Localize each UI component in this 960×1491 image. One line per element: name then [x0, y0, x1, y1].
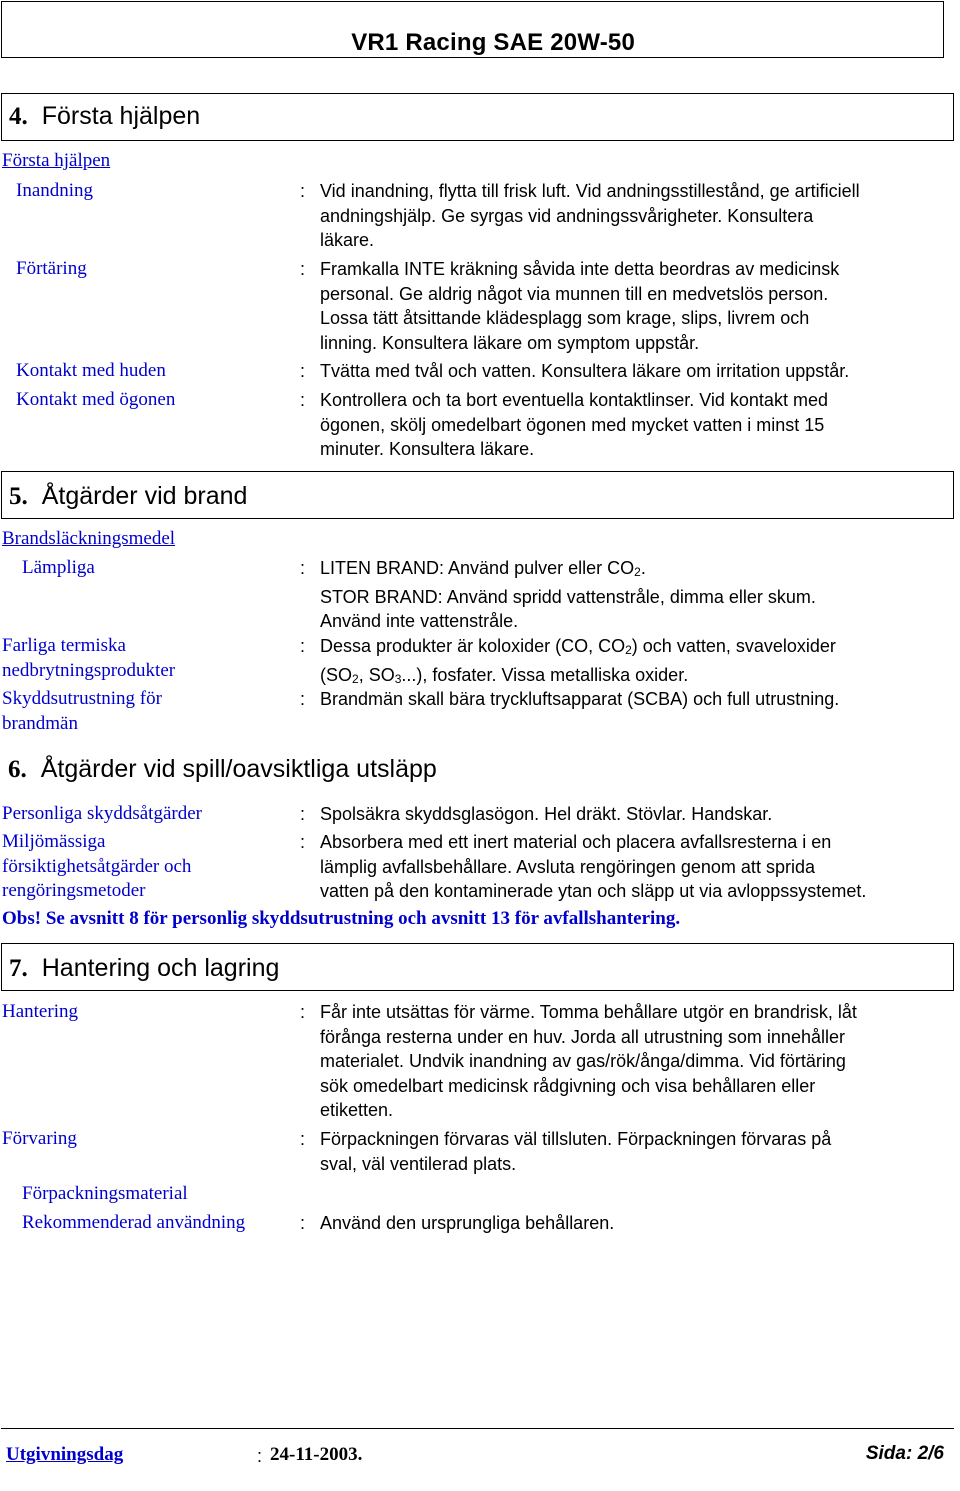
- text-line: linning. Konsultera läkare om symptom uppstår.: [320, 332, 700, 353]
- label-line: rengöringsmetoder: [2, 880, 146, 901]
- colon: :: [257, 1446, 263, 1466]
- note-obs: Obs! Se avsnitt 8 för personlig skyddsutrustning och avsnitt 13 för avfallshantering.: [2, 908, 681, 929]
- label-environmental-precautions: [2, 830, 191, 904]
- colon: :: [300, 804, 306, 824]
- section-title: Åtgärder vid brand: [41, 482, 248, 510]
- colon: :: [300, 636, 306, 656]
- subheading-extinguishing-media: Brandsläckningsmedel: [2, 528, 176, 549]
- section-number: 7.: [9, 955, 28, 982]
- text-line: ögonen, skölj omedelbart ögonen med mycket vatten i minst 15: [320, 414, 825, 435]
- label-storage: Förvaring: [2, 1128, 77, 1149]
- text-line: materialet. Undvik inandning av gas/rök/ånga/dimma. Vid förtäring: [320, 1051, 846, 1071]
- text-line: [320, 634, 955, 663]
- text-line: Använd inte vattenstråle.: [320, 611, 519, 631]
- value-skin-contact: [320, 359, 955, 384]
- text-line: förånga resterna under en huv. Jorda all utrustning som innehåller: [320, 1026, 845, 1047]
- text-line: Vid inandning, flytta till frisk luft. Vid andningsstillestånd, ge artificiell: [320, 181, 860, 201]
- label-line: Miljömässiga: [2, 831, 106, 852]
- section-number: 4.: [9, 103, 28, 130]
- text-line: personal. Ge aldrig något via munnen till en medvetslös person.: [320, 283, 829, 304]
- text-line: [320, 556, 955, 585]
- text-span: , SO: [358, 664, 395, 685]
- text-line: sval, väl ventilerad plats.: [320, 1153, 517, 1174]
- colon: :: [300, 1213, 306, 1233]
- text-span: Dessa produkter är koloxider (CO, CO: [320, 636, 626, 656]
- label-skin-contact: Kontakt med huden: [16, 360, 166, 381]
- colon: :: [300, 1002, 306, 1022]
- colon: :: [300, 181, 306, 201]
- text-line: sök omedelbart medicinsk rådgivning och visa behållaren eller: [320, 1075, 816, 1096]
- text-line: Får inte utsättas för värme. Tomma behållare utgör en brandrisk, låt: [320, 1002, 857, 1022]
- label-line: Skyddsutrustning för: [2, 688, 162, 709]
- label-line: brandmän: [2, 712, 78, 734]
- value-suitable: [320, 556, 955, 634]
- text-span: LITEN BRAND: Använd pulver eller CO: [320, 558, 635, 578]
- colon: :: [300, 1129, 306, 1149]
- text-line: minuter. Konsultera läkare.: [320, 439, 535, 459]
- colon: :: [300, 689, 306, 709]
- section-title: Hantering och lagring: [41, 954, 280, 982]
- footer-date-label: Utgivningsdag: [6, 1444, 124, 1465]
- label-inhalation: Inandning: [16, 180, 94, 201]
- value-recommended-use: Använd den ursprungliga behållaren.: [320, 1213, 615, 1233]
- text-line: Absorbera med ett inert material och placera avfallsresterna i en: [320, 832, 832, 852]
- text-line: vatten på den kontaminerade ytan och släpp ut via avloppssystemet.: [320, 881, 867, 901]
- footer-date: 24-11-2003.: [270, 1444, 363, 1465]
- label-line: Farliga termiska: [2, 635, 126, 656]
- section-number: 6.: [8, 756, 27, 783]
- colon: :: [300, 361, 306, 381]
- subheading-first-aid: Första hjälpen: [2, 150, 111, 171]
- section-4-header: [1, 93, 954, 141]
- colon: :: [300, 390, 306, 410]
- subscript: 3: [394, 671, 402, 686]
- colon: :: [300, 259, 306, 279]
- section-5-header: [1, 471, 954, 519]
- label-firefighter-equipment: [2, 687, 162, 736]
- document-header-box: [1, 1, 944, 58]
- label-recommended-use: Rekommenderad användning: [22, 1212, 246, 1233]
- label-suitable: Lämpliga: [22, 557, 95, 578]
- text-line: etiketten.: [320, 1100, 394, 1120]
- label-eye-contact: Kontakt med ögonen: [16, 389, 176, 410]
- subscript: 2: [634, 565, 641, 579]
- text-line: Framkalla INTE kräkning såvida inte detta beordras av medicinsk: [320, 259, 840, 279]
- colon: :: [300, 832, 306, 852]
- value-storage: [320, 1127, 955, 1176]
- label-handling: Hantering: [2, 1001, 78, 1022]
- text-line: läkare.: [320, 230, 375, 250]
- value-handling: [320, 1000, 955, 1123]
- text-line: Kontrollera och ta bort eventuella kontaktlinser. Vid kontakt med: [320, 390, 828, 410]
- section-7-header: [1, 943, 954, 991]
- value-ingestion: [320, 257, 955, 355]
- label-line: försiktighetsåtgärder och: [2, 855, 192, 877]
- label-personal-precautions: Personliga skyddsåtgärder: [2, 803, 202, 824]
- text-line: Lossa tätt åtsittande klädesplagg som krage, slips, livrem och: [320, 308, 810, 328]
- text-line: Förpackningen förvaras väl tillsluten. Förpackningen förvaras på: [320, 1129, 832, 1149]
- text-span: ) och vatten, svaveloxider: [631, 636, 836, 656]
- value-inhalation: [320, 179, 955, 253]
- label-line: nedbrytningsprodukter: [2, 659, 176, 681]
- subscript: 2: [625, 643, 632, 657]
- label-packaging-material: Förpackningsmaterial: [22, 1183, 188, 1204]
- text-span: (SO: [320, 664, 353, 685]
- document-title: VR1 Racing SAE 20W-50: [351, 29, 635, 56]
- value-eye-contact: [320, 388, 955, 462]
- text-span: ...), fosfater. Vissa metalliska oxider.: [401, 664, 689, 685]
- footer-page-number: Sida: 2/6: [865, 1443, 944, 1464]
- value-thermal-decomposition: [320, 634, 955, 691]
- value-firefighter-equipment: Brandmän skall bära tryckluftsapparat (SCBA) och full utrustning.: [320, 689, 840, 709]
- section-title: Åtgärder vid spill/oavsiktliga utsläpp: [40, 755, 437, 783]
- section-title: Första hjälpen: [41, 102, 201, 130]
- footer-divider: [1, 1428, 954, 1429]
- label-ingestion: Förtäring: [16, 258, 87, 279]
- text-span: .: [640, 558, 646, 578]
- value-environmental-precautions: [320, 830, 955, 904]
- subscript: 2: [352, 671, 359, 686]
- section-number: 5.: [9, 483, 28, 510]
- text-line: andningshjälp. Ge syrgas vid andningssvårigheter. Konsultera: [320, 205, 814, 226]
- text-line: STOR BRAND: Använd spridd vattenstråle, dimma eller skum.: [320, 586, 816, 607]
- label-thermal-decomposition: [2, 634, 175, 683]
- section-6-header: [8, 755, 437, 784]
- colon: :: [300, 558, 306, 578]
- text-line: Tvätta med tvål och vatten. Konsultera läkare om irritation uppstår.: [320, 361, 850, 381]
- value-personal-precautions: Spolsäkra skyddsglasögon. Hel dräkt. Stövlar. Handskar.: [320, 804, 773, 824]
- text-line: lämplig avfallsbehållare. Avsluta rengöringen genom att sprida: [320, 856, 815, 877]
